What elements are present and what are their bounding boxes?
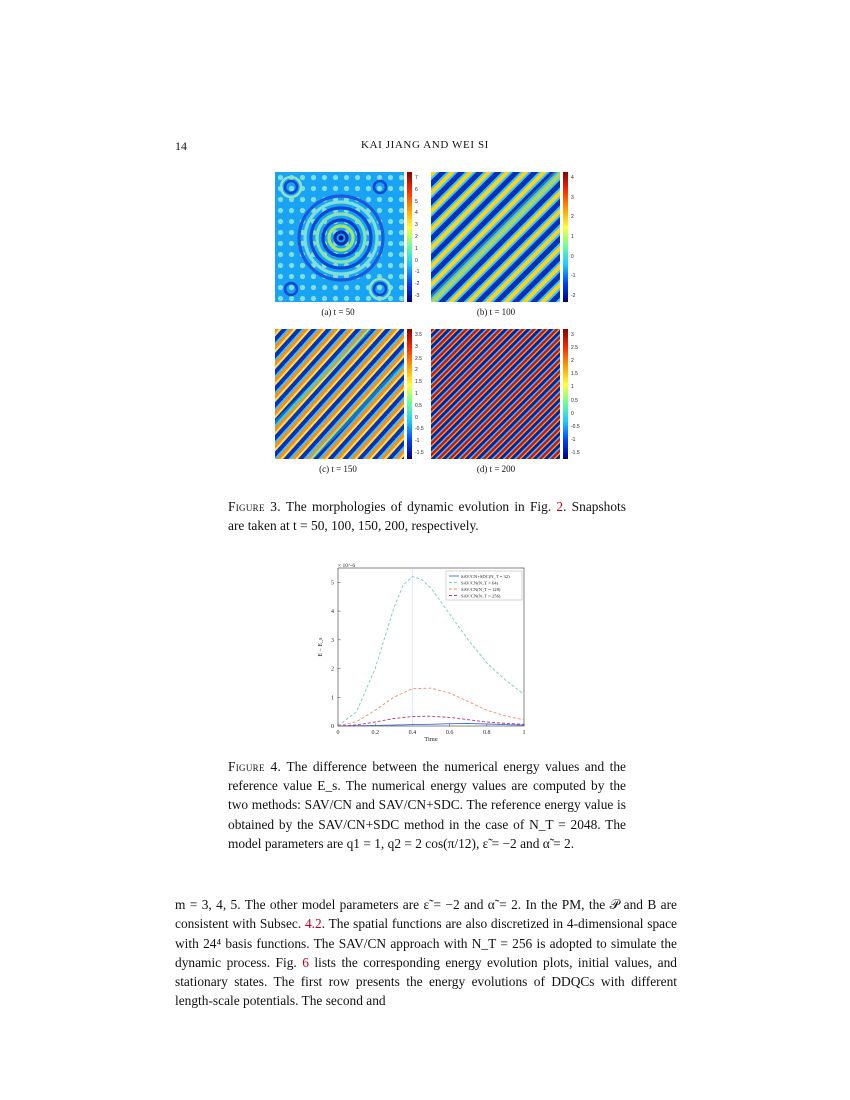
figure-4-caption-text: The difference between the numerical energy values and the reference value E_s. The numerical energy values are computed by the two methods: SAV/CN and SAV/CN+SDC. The reference energy value is obtained by the SAV/CN+SDC method in the case of N_T = 2048. The model parameters are q1 = 1, q2 = 2 cos(π/12), ε̃ = −2 and α̃ = 2. xyxy=(228,759,627,851)
panel-c-image xyxy=(275,329,404,459)
colorbar-tick-label: 2.5 xyxy=(571,345,578,352)
colorbar-tick-label: -1.5 xyxy=(415,450,424,456)
x-tick-label: 0.4 xyxy=(408,730,417,736)
x-tick-label: 0 xyxy=(336,730,340,736)
colorbar-tick-label: 3 xyxy=(415,222,418,229)
body-text-2b: . The spatial functions are also discretized in 4-dimensional space with 24⁴ basis functions. The SAV/CN approach with N_T = 256 is adopted to simulate the dynamic process. Fig. xyxy=(175,916,677,970)
x-tick-label: 0.8 xyxy=(483,730,491,736)
colorbar-tick-label: 1 xyxy=(571,234,574,240)
y-tick-label: 0 xyxy=(331,724,334,730)
colorbar-tick-label: 2 xyxy=(571,214,574,221)
x-axis-label: Time xyxy=(424,736,438,743)
colorbar-tick-label: 6 xyxy=(415,186,418,193)
running-head: KAI JIANG AND WEI SI xyxy=(361,139,489,151)
figure-3-label: Figure 3. xyxy=(228,499,281,514)
y-tick-label: 3 xyxy=(331,637,334,644)
colorbar-tick-label: 5 xyxy=(415,198,418,205)
x-tick-label: 0.6 xyxy=(445,730,454,736)
y-multiplier-label: × 10^-6 xyxy=(338,563,356,569)
colorbar-tick-label: -1 xyxy=(415,269,420,276)
colorbar-tick-label: -1.5 xyxy=(571,450,580,456)
colorbar-tick-label: 7 xyxy=(415,175,418,181)
panel-b-caption: (b) t = 100 xyxy=(476,307,516,317)
colorbar-tick-label: -1 xyxy=(571,273,576,280)
panel-d-image xyxy=(431,329,560,459)
colorbar-tick-label: 2 xyxy=(415,367,418,374)
figure-3-caption-pre: The morphologies of dynamic evolution in Fig. xyxy=(285,499,552,514)
colorbar-tick-label: -1 xyxy=(415,438,420,445)
colorbar-tick-label: 0.5 xyxy=(415,402,422,409)
colorbar-tick-label: -3 xyxy=(415,293,420,299)
figure-6-link[interactable]: 6 xyxy=(302,954,309,970)
figure-4-chart xyxy=(305,560,545,755)
figure-3-caption-post: . Snapshots are taken at t = 50, 100, 150, 200, respectively. xyxy=(228,499,626,534)
figure-2-link[interactable]: 2 xyxy=(556,499,564,514)
colorbar-tick-label: 3.5 xyxy=(415,332,422,338)
colorbar-tick-label: 4 xyxy=(415,210,418,217)
panel-d-colorbar xyxy=(563,329,568,459)
panel-a-caption: (a) t = 50 xyxy=(321,307,355,317)
x-tick-label: 1 xyxy=(522,730,526,736)
colorbar-tick-label: 1 xyxy=(415,245,418,252)
panel-c-caption: (c) t = 150 xyxy=(319,464,357,474)
panel-b-image xyxy=(431,172,560,302)
y-tick-label: 4 xyxy=(331,609,334,616)
colorbar-tick-label: 0.5 xyxy=(571,397,578,404)
colorbar-tick-label: 1 xyxy=(415,391,418,397)
panel-b-colorbar xyxy=(563,172,568,302)
colorbar-tick-label: 1.5 xyxy=(571,371,578,378)
colorbar-tick-label: 0 xyxy=(415,257,418,264)
figure-3-caption xyxy=(228,497,626,535)
energy-difference-chart xyxy=(305,560,545,750)
body-text-2a: and B are consistent with Subsec. xyxy=(175,897,677,932)
legend-label: SAV/CN+SDC(N_T = 32) xyxy=(461,573,510,579)
legend-label: SAV/CN(N_T = 64) xyxy=(461,580,499,586)
colorbar-tick-label: 0 xyxy=(415,414,418,421)
colorbar-tick-label: -2 xyxy=(415,281,420,288)
panel-a-colorbar xyxy=(407,172,412,302)
colorbar-tick-label: 2 xyxy=(415,234,418,240)
body-text-1: m = 3, 4, 5. The other model parameters are ε̃ = −2 and α̃ = 2. In the PM, the 𝒫 xyxy=(175,897,620,912)
subsec-4-2-link[interactable]: 4.2 xyxy=(304,916,322,932)
legend-label: SAV/CN(N_T = 128) xyxy=(461,586,501,592)
colorbar-tick-label: 0 xyxy=(571,410,574,417)
colorbar-tick-label: 4 xyxy=(571,175,574,181)
colorbar-tick-label: 3 xyxy=(415,343,418,350)
y-tick-label: 1 xyxy=(331,695,334,702)
colorbar-tick-label: 0 xyxy=(571,253,574,260)
panel-c-colorbar xyxy=(407,329,412,459)
colorbar-tick-label: 2.5 xyxy=(415,355,422,362)
colorbar-tick-label: 3 xyxy=(571,194,574,201)
page-number: 14 xyxy=(175,139,187,153)
colorbar-tick-label: -1 xyxy=(571,436,576,443)
colorbar-tick-label: 2 xyxy=(571,358,574,365)
legend-label: SAV/CN(N_T = 256) xyxy=(461,593,501,599)
colorbar-tick-label: -2 xyxy=(571,293,576,299)
panel-a-image xyxy=(275,172,404,302)
figure-4-caption xyxy=(228,757,626,853)
colorbar-tick-label: -0.5 xyxy=(415,426,424,433)
colorbar-tick-label: 3 xyxy=(571,332,574,338)
body-text-3: lists the corresponding energy evolution plots, initial values, and stationary states. The first row presents the energy evolutions of DDQCs with different length-scale potentials. The second and xyxy=(175,954,677,1009)
y-tick-label: 2 xyxy=(331,666,334,673)
body-paragraph xyxy=(175,895,677,1011)
colorbar-tick-label: -0.5 xyxy=(571,423,580,430)
colorbar-tick-label: 1.5 xyxy=(415,379,422,386)
panel-d-caption: (d) t = 200 xyxy=(476,464,516,474)
y-axis-label: E − E_s xyxy=(318,637,324,657)
colorbar-tick-label: 1 xyxy=(571,384,574,391)
y-tick-label: 5 xyxy=(331,580,334,587)
x-tick-label: 0.2 xyxy=(371,730,379,736)
figure-4-label: Figure 4. xyxy=(228,759,282,774)
